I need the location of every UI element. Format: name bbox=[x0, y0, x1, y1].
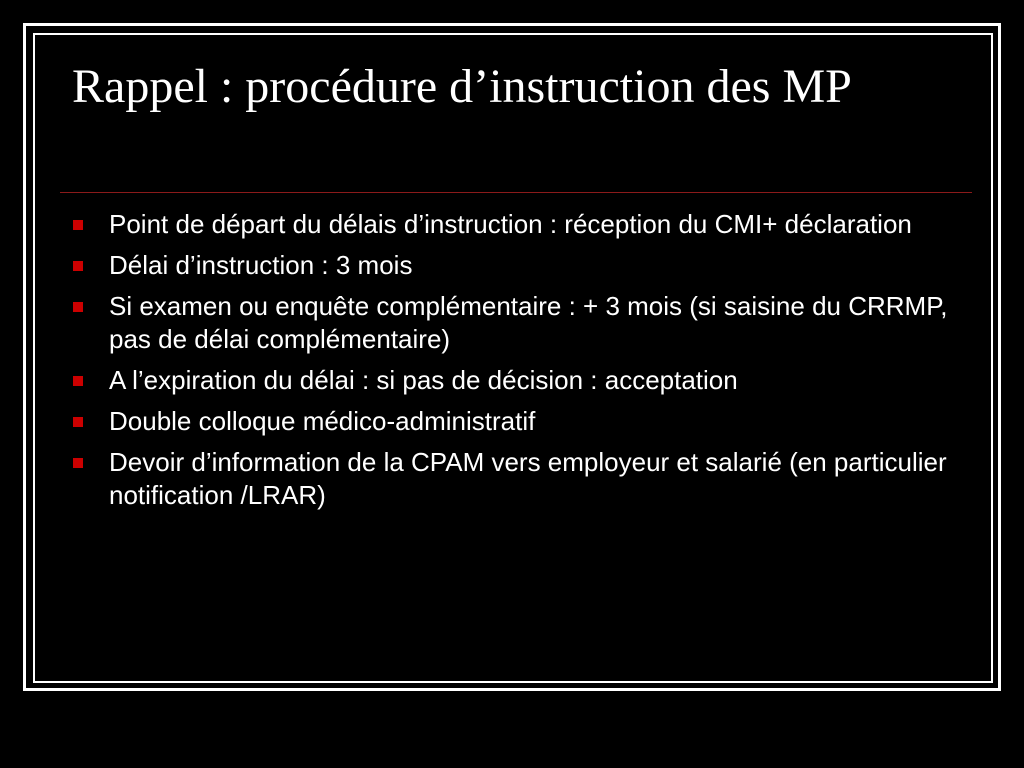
bullet-item-start-point bbox=[72, 208, 952, 241]
bullet-item-expiration bbox=[72, 364, 952, 397]
bullet-text: A l’expiration du délai : si pas de décision : acceptation bbox=[109, 365, 738, 395]
slide-title: Rappel : procédure d’instruction des MP bbox=[72, 60, 852, 113]
square-bullet-icon bbox=[73, 417, 83, 427]
square-bullet-icon bbox=[73, 220, 83, 230]
bullet-text: Devoir d’information de la CPAM vers employeur et salarié (en particulier notification /LRAR) bbox=[109, 447, 947, 510]
bullet-text: Si examen ou enquête complémentaire : + 3 mois (si saisine du CRRMP, pas de délai complémentaire) bbox=[109, 291, 948, 354]
bullet-item-delay bbox=[72, 249, 952, 282]
bullet-item-information-duty bbox=[72, 446, 952, 512]
title-divider bbox=[60, 192, 972, 193]
square-bullet-icon bbox=[73, 302, 83, 312]
bullet-item-additional-exam bbox=[72, 290, 952, 356]
bullet-item-double-colloque bbox=[72, 405, 952, 438]
square-bullet-icon bbox=[73, 458, 83, 468]
bullet-text: Double colloque médico-administratif bbox=[109, 406, 536, 436]
square-bullet-icon bbox=[73, 261, 83, 271]
square-bullet-icon bbox=[73, 376, 83, 386]
bullet-text: Point de départ du délais d’instruction : réception du CMI+ déclaration bbox=[109, 209, 912, 239]
bullet-list bbox=[72, 208, 952, 520]
bullet-text: Délai d’instruction : 3 mois bbox=[109, 250, 413, 280]
